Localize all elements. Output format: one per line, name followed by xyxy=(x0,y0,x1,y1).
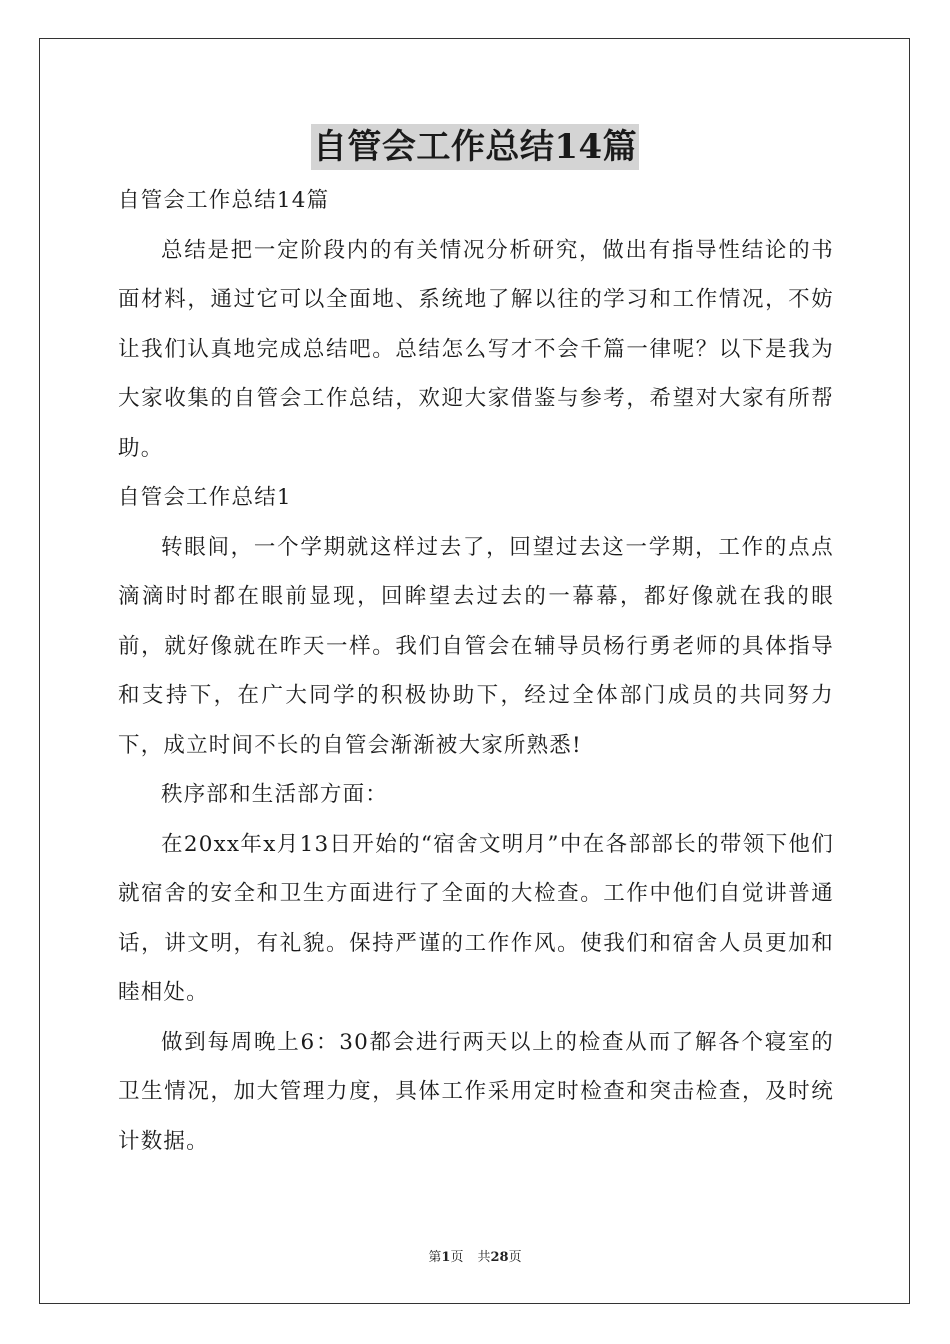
page-unit: 页 xyxy=(450,1250,464,1265)
document-title: 自管会工作总结14篇 xyxy=(311,124,639,170)
page-prefix: 第 xyxy=(428,1250,442,1265)
body-paragraph: 在20xx年x月13日开始的“宿舍文明月”中在各部部长的带领下他们就宿舍的安全和卫生方面进行了全面的大检查。工作中他们自觉讲普通话，讲文明，有礼貌。保持严谨的工作作风。使我们和宿舍人员更加和睦相处。 xyxy=(118,831,834,1005)
total-prefix: 共 xyxy=(477,1250,491,1265)
intro-paragraph: 总结是把一定阶段内的有关情况分析研究，做出有指导性结论的书面材料，通过它可以全面地、系统地了解以往的学习和工作情况，不妨让我们认真地完成总结吧。总结怎么写才不会千篇一律呢？以下是我为大家收集的自管会工作总结，欢迎大家借鉴与参考，希望对大家有所帮助。 xyxy=(118,237,834,461)
total-unit: 页 xyxy=(508,1250,522,1265)
body-paragraph: 转眼间，一个学期就这样过去了，回望过去这一学期，工作的点点滴滴时时都在眼前显现，回眸望去过去的一幕幕，都好像就在我的眼前，就好像就在昨天一样。我们自管会在辅导员杨行勇老师的具体指导和支持下，在广大同学的积极协助下，经过全体部门成员的共同努力下，成立时间不长的自管会渐渐被大家所熟悉! xyxy=(118,534,834,758)
document-body xyxy=(118,176,834,1166)
page-footer xyxy=(0,1246,950,1265)
page-total: 28 xyxy=(490,1250,509,1265)
page-current: 1 xyxy=(441,1250,451,1265)
title-container xyxy=(0,124,950,170)
section-heading: 自管会工作总结1 xyxy=(118,485,292,510)
body-paragraph: 做到每周晚上6：30都会进行两天以上的检查从而了解各个寝室的卫生情况，加大管理力度，具体工作采用定时检查和突击检查，及时统计数据。 xyxy=(118,1029,834,1154)
subtitle-paragraph: 自管会工作总结14篇 xyxy=(118,188,330,213)
subsection-heading: 秩序部和生活部方面： xyxy=(161,782,389,807)
